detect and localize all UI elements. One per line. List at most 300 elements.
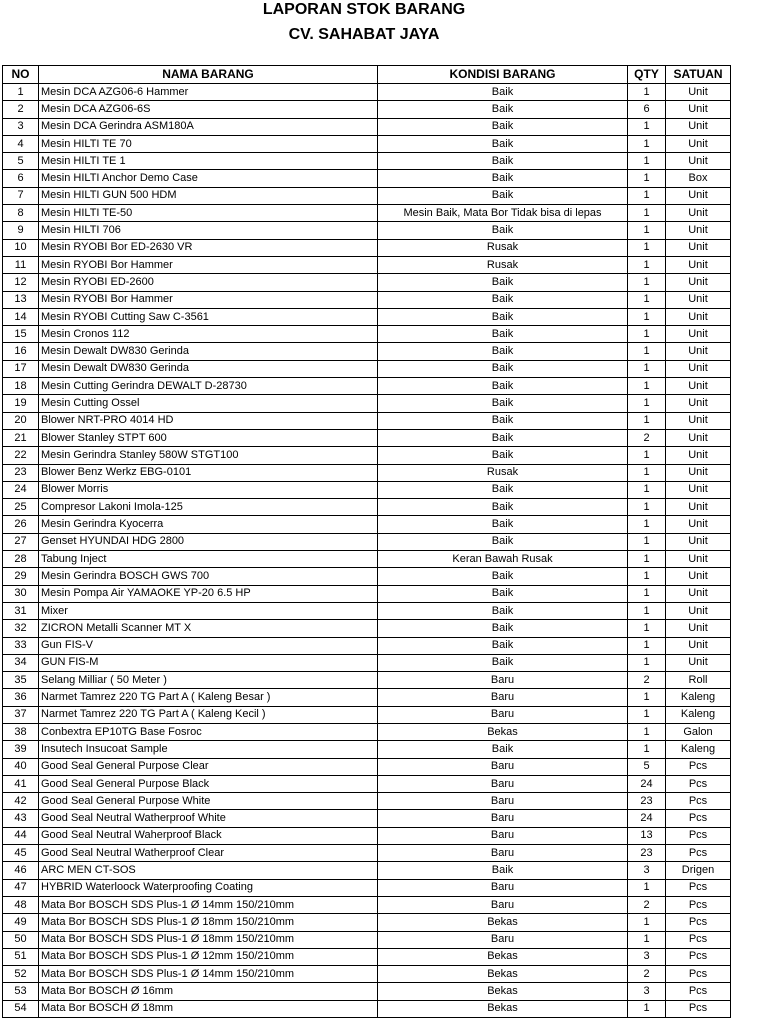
cell-satuan: Unit (666, 378, 731, 395)
cell-kondisi: Baik (378, 118, 628, 135)
cell-satuan: Kaleng (666, 741, 731, 758)
cell-name: Mata Bor BOSCH SDS Plus-1 Ø 18mm 150/210mm (39, 914, 378, 931)
cell-qty: 1 (628, 723, 666, 740)
cell-kondisi: Baik (378, 308, 628, 325)
cell-name: Mesin HILTI TE-50 (39, 205, 378, 222)
cell-kondisi: Baik (378, 101, 628, 118)
cell-name: Mata Bor BOSCH SDS Plus-1 Ø 12mm 150/210mm (39, 948, 378, 965)
cell-qty: 1 (628, 170, 666, 187)
cell-qty: 1 (628, 914, 666, 931)
cell-name: Conbextra EP10TG Base Fosroc (39, 723, 378, 740)
cell-kondisi: Baru (378, 672, 628, 689)
cell-kondisi: Baru (378, 689, 628, 706)
table-row (3, 412, 731, 429)
cell-qty: 1 (628, 291, 666, 308)
cell-kondisi: Baru (378, 775, 628, 792)
table-row (3, 118, 731, 135)
table-row (3, 689, 731, 706)
table-row (3, 706, 731, 723)
header-kondisi: KONDISI BARANG (378, 66, 628, 84)
cell-name: Mesin DCA AZG06-6S (39, 101, 378, 118)
header-satuan: SATUAN (666, 66, 731, 84)
cell-no: 40 (3, 758, 39, 775)
cell-qty: 1 (628, 378, 666, 395)
header-qty: QTY (628, 66, 666, 84)
cell-satuan: Unit (666, 84, 731, 101)
cell-no: 50 (3, 931, 39, 948)
cell-kondisi: Mesin Baik, Mata Bor Tidak bisa di lepas (378, 205, 628, 222)
table-row (3, 862, 731, 879)
cell-satuan: Pcs (666, 775, 731, 792)
cell-qty: 1 (628, 274, 666, 291)
cell-satuan: Kaleng (666, 706, 731, 723)
table-row (3, 758, 731, 775)
cell-no: 6 (3, 170, 39, 187)
cell-qty: 1 (628, 464, 666, 481)
cell-kondisi: Bekas (378, 983, 628, 1000)
cell-no: 46 (3, 862, 39, 879)
cell-qty: 24 (628, 775, 666, 792)
cell-qty: 1 (628, 741, 666, 758)
cell-no: 27 (3, 533, 39, 550)
cell-kondisi: Baik (378, 499, 628, 516)
cell-kondisi: Baru (378, 896, 628, 913)
table-row (3, 948, 731, 965)
table-row (3, 170, 731, 187)
cell-qty: 1 (628, 395, 666, 412)
cell-satuan: Pcs (666, 983, 731, 1000)
cell-no: 34 (3, 654, 39, 671)
cell-name: Mesin RYOBI Bor ED-2630 VR (39, 239, 378, 256)
cell-no: 41 (3, 775, 39, 792)
cell-satuan: Galon (666, 723, 731, 740)
cell-qty: 6 (628, 101, 666, 118)
cell-qty: 3 (628, 862, 666, 879)
table-row (3, 620, 731, 637)
cell-name: Mesin Cutting Gerindra DEWALT D-28730 (39, 378, 378, 395)
cell-satuan: Unit (666, 412, 731, 429)
cell-kondisi: Baru (378, 845, 628, 862)
cell-satuan: Roll (666, 672, 731, 689)
cell-kondisi: Bekas (378, 966, 628, 983)
table-row (3, 1000, 731, 1017)
cell-no: 43 (3, 810, 39, 827)
table-row (3, 723, 731, 740)
table-row (3, 429, 731, 446)
cell-name: HYBRID Waterloock Waterproofing Coating (39, 879, 378, 896)
cell-kondisi: Baik (378, 84, 628, 101)
cell-qty: 1 (628, 308, 666, 325)
report-title: LAPORAN STOK BARANG (262, 1, 466, 18)
cell-satuan: Unit (666, 481, 731, 498)
table-row (3, 101, 731, 118)
cell-satuan: Pcs (666, 827, 731, 844)
cell-kondisi: Bekas (378, 1000, 628, 1017)
cell-name: Mesin HILTI GUN 500 HDM (39, 187, 378, 204)
cell-name: Mesin Gerindra Stanley 580W STGT100 (39, 447, 378, 464)
cell-kondisi: Baik (378, 135, 628, 152)
cell-satuan: Unit (666, 187, 731, 204)
cell-name: Mesin DCA AZG06-6 Hammer (39, 84, 378, 101)
cell-no: 32 (3, 620, 39, 637)
cell-satuan: Unit (666, 551, 731, 568)
cell-kondisi: Baik (378, 395, 628, 412)
table-row (3, 239, 731, 256)
cell-kondisi: Baik (378, 153, 628, 170)
cell-no: 19 (3, 395, 39, 412)
table-row (3, 343, 731, 360)
table-row (3, 914, 731, 931)
cell-name: Mesin HILTI TE 1 (39, 153, 378, 170)
table-row (3, 499, 731, 516)
cell-qty: 1 (628, 585, 666, 602)
table-row (3, 516, 731, 533)
table-row (3, 464, 731, 481)
cell-satuan: Pcs (666, 966, 731, 983)
cell-satuan: Unit (666, 516, 731, 533)
cell-qty: 1 (628, 637, 666, 654)
header-no: NO (3, 66, 39, 84)
cell-name: Mixer (39, 602, 378, 619)
cell-no: 3 (3, 118, 39, 135)
table-row (3, 395, 731, 412)
cell-qty: 24 (628, 810, 666, 827)
cell-kondisi: Baik (378, 741, 628, 758)
cell-kondisi: Baik (378, 620, 628, 637)
cell-name: Mesin Gerindra Kyocerra (39, 516, 378, 533)
cell-name: Mesin HILTI TE 70 (39, 135, 378, 152)
cell-qty: 13 (628, 827, 666, 844)
cell-no: 28 (3, 551, 39, 568)
table-row (3, 308, 731, 325)
cell-qty: 1 (628, 620, 666, 637)
cell-kondisi: Baik (378, 568, 628, 585)
cell-satuan: Drigen (666, 862, 731, 879)
cell-name: Narmet Tamrez 220 TG Part A ( Kaleng Besar ) (39, 689, 378, 706)
table-row (3, 84, 731, 101)
cell-kondisi: Baik (378, 654, 628, 671)
cell-satuan: Unit (666, 326, 731, 343)
header-name: NAMA BARANG (39, 66, 378, 84)
cell-kondisi: Baik (378, 533, 628, 550)
cell-kondisi: Keran Bawah Rusak (378, 551, 628, 568)
cell-qty: 1 (628, 654, 666, 671)
table-row (3, 896, 731, 913)
cell-satuan: Pcs (666, 931, 731, 948)
cell-no: 33 (3, 637, 39, 654)
cell-no: 13 (3, 291, 39, 308)
cell-satuan: Pcs (666, 845, 731, 862)
cell-qty: 2 (628, 429, 666, 446)
cell-name: Mesin Dewalt DW830 Gerinda (39, 360, 378, 377)
cell-name: Narmet Tamrez 220 TG Part A ( Kaleng Kecil ) (39, 706, 378, 723)
cell-name: Selang Milliar ( 50 Meter ) (39, 672, 378, 689)
cell-no: 5 (3, 153, 39, 170)
cell-no: 20 (3, 412, 39, 429)
cell-no: 23 (3, 464, 39, 481)
cell-kondisi: Baru (378, 931, 628, 948)
table-row (3, 568, 731, 585)
cell-kondisi: Bekas (378, 948, 628, 965)
table-row (3, 222, 731, 239)
cell-kondisi: Baik (378, 412, 628, 429)
table-row (3, 291, 731, 308)
cell-satuan: Pcs (666, 914, 731, 931)
cell-satuan: Unit (666, 291, 731, 308)
cell-no: 18 (3, 378, 39, 395)
cell-name: Mesin Cronos 112 (39, 326, 378, 343)
cell-name: Good Seal General Purpose White (39, 793, 378, 810)
cell-satuan: Unit (666, 533, 731, 550)
cell-satuan: Unit (666, 153, 731, 170)
cell-satuan: Kaleng (666, 689, 731, 706)
cell-qty: 1 (628, 343, 666, 360)
cell-no: 49 (3, 914, 39, 931)
cell-name: Tabung Inject (39, 551, 378, 568)
cell-name: Good Seal Neutral Watherproof Clear (39, 845, 378, 862)
cell-kondisi: Baik (378, 274, 628, 291)
cell-satuan: Unit (666, 637, 731, 654)
table-row (3, 481, 731, 498)
cell-qty: 1 (628, 1000, 666, 1017)
cell-qty: 1 (628, 568, 666, 585)
cell-satuan: Unit (666, 654, 731, 671)
cell-name: Mesin RYOBI ED-2600 (39, 274, 378, 291)
cell-kondisi: Baru (378, 706, 628, 723)
cell-kondisi: Baru (378, 793, 628, 810)
cell-kondisi: Bekas (378, 723, 628, 740)
cell-qty: 1 (628, 205, 666, 222)
cell-qty: 1 (628, 551, 666, 568)
cell-satuan: Unit (666, 135, 731, 152)
cell-no: 30 (3, 585, 39, 602)
table-row (3, 378, 731, 395)
cell-kondisi: Rusak (378, 464, 628, 481)
table-row (3, 654, 731, 671)
cell-satuan: Unit (666, 429, 731, 446)
cell-name: Mesin HILTI Anchor Demo Case (39, 170, 378, 187)
cell-satuan: Pcs (666, 1000, 731, 1017)
cell-name: ZICRON Metalli Scanner MT X (39, 620, 378, 637)
cell-no: 54 (3, 1000, 39, 1017)
cell-no: 52 (3, 966, 39, 983)
table-row (3, 741, 731, 758)
cell-qty: 1 (628, 135, 666, 152)
cell-no: 31 (3, 602, 39, 619)
table-row (3, 551, 731, 568)
cell-satuan: Unit (666, 308, 731, 325)
table-row (3, 775, 731, 792)
cell-satuan: Unit (666, 568, 731, 585)
cell-name: Blower NRT-PRO 4014 HD (39, 412, 378, 429)
cell-satuan: Pcs (666, 896, 731, 913)
cell-qty: 1 (628, 689, 666, 706)
cell-kondisi: Baik (378, 637, 628, 654)
cell-name: Mesin Pompa Air YAMAOKE YP-20 6.5 HP (39, 585, 378, 602)
cell-qty: 1 (628, 499, 666, 516)
cell-satuan: Unit (666, 395, 731, 412)
cell-qty: 2 (628, 896, 666, 913)
cell-name: Genset HYUNDAI HDG 2800 (39, 533, 378, 550)
cell-name: Mesin Dewalt DW830 Gerinda (39, 343, 378, 360)
cell-no: 42 (3, 793, 39, 810)
cell-name: Mata Bor BOSCH Ø 18mm (39, 1000, 378, 1017)
table-row (3, 793, 731, 810)
table-row (3, 966, 731, 983)
cell-satuan: Unit (666, 620, 731, 637)
cell-kondisi: Baik (378, 585, 628, 602)
cell-name: Good Seal General Purpose Clear (39, 758, 378, 775)
cell-qty: 3 (628, 948, 666, 965)
cell-name: Blower Stanley STPT 600 (39, 429, 378, 446)
cell-name: GUN FIS-M (39, 654, 378, 671)
cell-satuan: Unit (666, 585, 731, 602)
cell-kondisi: Rusak (378, 256, 628, 273)
cell-kondisi: Baik (378, 187, 628, 204)
cell-kondisi: Baru (378, 810, 628, 827)
table-row (3, 274, 731, 291)
cell-qty: 1 (628, 931, 666, 948)
cell-qty: 1 (628, 360, 666, 377)
table-body (3, 84, 731, 1018)
cell-name: Good Seal Neutral Waherproof Black (39, 827, 378, 844)
cell-satuan: Pcs (666, 810, 731, 827)
cell-qty: 1 (628, 153, 666, 170)
company-name: CV. SAHABAT JAYA (288, 26, 440, 43)
cell-satuan: Unit (666, 101, 731, 118)
cell-name: Good Seal Neutral Watherproof White (39, 810, 378, 827)
table-row (3, 187, 731, 204)
cell-qty: 1 (628, 187, 666, 204)
cell-no: 53 (3, 983, 39, 1000)
table-row (3, 153, 731, 170)
cell-satuan: Unit (666, 343, 731, 360)
table-header-row (3, 66, 731, 84)
cell-qty: 1 (628, 879, 666, 896)
cell-name: Mesin HILTI 706 (39, 222, 378, 239)
cell-qty: 1 (628, 481, 666, 498)
cell-satuan: Pcs (666, 758, 731, 775)
cell-kondisi: Baik (378, 602, 628, 619)
cell-qty: 1 (628, 239, 666, 256)
cell-qty: 1 (628, 447, 666, 464)
cell-satuan: Unit (666, 447, 731, 464)
cell-no: 26 (3, 516, 39, 533)
cell-kondisi: Baik (378, 429, 628, 446)
cell-satuan: Unit (666, 464, 731, 481)
cell-kondisi: Baik (378, 326, 628, 343)
cell-kondisi: Baru (378, 879, 628, 896)
cell-satuan: Box (666, 170, 731, 187)
table-row (3, 845, 731, 862)
stock-table (2, 65, 731, 1018)
cell-no: 47 (3, 879, 39, 896)
cell-qty: 1 (628, 118, 666, 135)
cell-satuan: Unit (666, 239, 731, 256)
table-row (3, 637, 731, 654)
cell-no: 8 (3, 205, 39, 222)
table-row (3, 447, 731, 464)
cell-name: Insutech Insucoat Sample (39, 741, 378, 758)
cell-kondisi: Baik (378, 447, 628, 464)
cell-name: Mata Bor BOSCH SDS Plus-1 Ø 14mm 150/210mm (39, 896, 378, 913)
cell-kondisi: Baik (378, 343, 628, 360)
cell-no: 17 (3, 360, 39, 377)
table-row (3, 672, 731, 689)
cell-no: 48 (3, 896, 39, 913)
table-row (3, 931, 731, 948)
cell-kondisi: Baik (378, 222, 628, 239)
cell-satuan: Pcs (666, 793, 731, 810)
cell-no: 16 (3, 343, 39, 360)
cell-satuan: Unit (666, 499, 731, 516)
cell-name: ARC MEN CT-SOS (39, 862, 378, 879)
table-row (3, 326, 731, 343)
cell-qty: 5 (628, 758, 666, 775)
cell-qty: 23 (628, 845, 666, 862)
cell-name: Good Seal General Purpose Black (39, 775, 378, 792)
cell-kondisi: Baru (378, 758, 628, 775)
cell-qty: 1 (628, 706, 666, 723)
cell-name: Gun FIS-V (39, 637, 378, 654)
cell-qty: 1 (628, 516, 666, 533)
table-row (3, 533, 731, 550)
cell-kondisi: Baik (378, 170, 628, 187)
cell-no: 12 (3, 274, 39, 291)
cell-name: Mesin Cutting Ossel (39, 395, 378, 412)
cell-qty: 2 (628, 672, 666, 689)
cell-qty: 1 (628, 256, 666, 273)
cell-qty: 23 (628, 793, 666, 810)
cell-no: 7 (3, 187, 39, 204)
cell-satuan: Unit (666, 360, 731, 377)
cell-satuan: Unit (666, 274, 731, 291)
table-row (3, 983, 731, 1000)
cell-satuan: Unit (666, 118, 731, 135)
cell-kondisi: Baru (378, 827, 628, 844)
cell-name: Mesin Gerindra BOSCH GWS 700 (39, 568, 378, 585)
cell-satuan: Pcs (666, 879, 731, 896)
table-row (3, 585, 731, 602)
cell-no: 51 (3, 948, 39, 965)
cell-no: 24 (3, 481, 39, 498)
cell-qty: 3 (628, 983, 666, 1000)
cell-qty: 1 (628, 222, 666, 239)
cell-no: 36 (3, 689, 39, 706)
table-row (3, 827, 731, 844)
cell-qty: 2 (628, 966, 666, 983)
table-row (3, 135, 731, 152)
table-row (3, 602, 731, 619)
cell-no: 11 (3, 256, 39, 273)
cell-name: Mata Bor BOSCH SDS Plus-1 Ø 14mm 150/210mm (39, 966, 378, 983)
table-row (3, 360, 731, 377)
cell-qty: 1 (628, 533, 666, 550)
table-row (3, 205, 731, 222)
cell-no: 21 (3, 429, 39, 446)
cell-name: Compresor Lakoni Imola-125 (39, 499, 378, 516)
cell-no: 4 (3, 135, 39, 152)
cell-name: Mesin RYOBI Bor Hammer (39, 256, 378, 273)
cell-qty: 1 (628, 326, 666, 343)
cell-qty: 1 (628, 602, 666, 619)
cell-satuan: Unit (666, 256, 731, 273)
cell-satuan: Pcs (666, 948, 731, 965)
cell-no: 10 (3, 239, 39, 256)
table-row (3, 810, 731, 827)
cell-satuan: Unit (666, 602, 731, 619)
cell-kondisi: Baik (378, 291, 628, 308)
